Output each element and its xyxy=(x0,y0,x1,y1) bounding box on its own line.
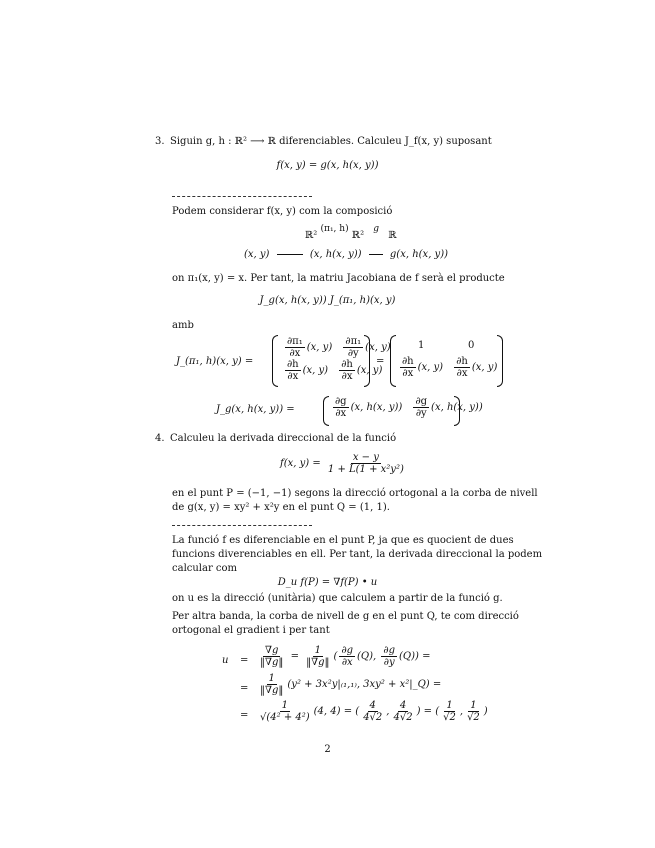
directional-derivative-formula: D_u f(P) = ∇f(P) • u xyxy=(277,577,378,588)
l1-end: (Q)) = xyxy=(398,651,431,662)
comp-label-pi-h: (π₁, h) xyxy=(320,224,349,234)
m1-22-arg: (x, y) xyxy=(356,365,383,376)
r1-den: ∂x xyxy=(335,408,347,419)
l3-c-num: 1 xyxy=(446,700,453,711)
m1-11-num: ∂π₁ xyxy=(287,336,303,347)
eq-3: = xyxy=(240,710,249,721)
l3-d-num: 1 xyxy=(470,700,477,711)
derivation-line-3: $\frac{1}{\text{√(4² + 4²)}}$ (4, 4) = ( $\frac{4}{4√2}$ , $\frac{4}{4√2}$ ) = ( $\frac{1}{√2}$ , $\frac{1}{√2}$ ) xyxy=(260,700,488,723)
m2-11: 1 xyxy=(418,340,425,351)
m2-22-den: ∂x xyxy=(456,368,468,379)
comp-r2-left: ℝ² xyxy=(305,230,318,241)
comp-bot-mid: (x, h(x, y)) xyxy=(309,249,362,260)
problem-3-formula: f(x, y) = g(x, h(x, y)) xyxy=(276,160,379,171)
l1-dg2-den: ∂y xyxy=(383,657,395,668)
problem-3-statement: Siguin g, h : ℝ² ⟶ ℝ diferenciables. Calculeu J_f(x, y) suposant xyxy=(170,136,492,147)
l3-a-den: 4√2 xyxy=(363,712,383,723)
m1-22-num: ∂h xyxy=(341,359,353,370)
l1-dg2-num: ∂g xyxy=(383,645,395,656)
problem-3-number: 3. xyxy=(155,136,165,147)
problem-4-statement: Calculeu la derivada direccional de la funció xyxy=(170,433,397,444)
matrix-left-bracket xyxy=(390,335,396,387)
comp-r-right: ℝ xyxy=(388,230,397,241)
l1-dg-den: ∂x xyxy=(341,657,353,668)
page-number: 2 xyxy=(324,744,331,755)
comp-bot-right: g(x, h(x, y)) xyxy=(389,249,448,260)
l3-b-den: 4√2 xyxy=(393,712,413,723)
solution-4-line-3: calcular com xyxy=(172,563,238,574)
matrix-equals: = xyxy=(376,356,385,367)
jacobian-product: J_g(x, h(x, y)) J_(π₁, h)(x, y) xyxy=(259,295,396,306)
comp-label-g: g xyxy=(373,224,380,234)
composition-bottom-row xyxy=(244,249,448,261)
m1-12-arg: (x, y) xyxy=(365,342,391,353)
composition-top-row xyxy=(305,224,397,242)
m2-21-den: ∂x xyxy=(402,368,414,379)
l1-f1-den: ‖∇g‖ xyxy=(260,657,284,668)
m2-22-arg: (x, y) xyxy=(471,362,498,373)
r1-num: ∂g xyxy=(335,396,347,407)
m2-21-arg: (x, y) xyxy=(417,362,444,373)
comp-r2-mid: ℝ² xyxy=(351,230,365,241)
amb-text: amb xyxy=(172,320,194,331)
m1-12-num: ∂π₁ xyxy=(345,336,362,347)
m1-21-den: ∂x xyxy=(287,371,299,382)
m1-21-num: ∂h xyxy=(287,359,299,370)
l2-body: (y² + 3x²y|₍₁,₁₎, 3xy² + x²|_Q) = xyxy=(287,679,442,690)
l3-a-num: 4 xyxy=(369,700,376,711)
matrix-left-bracket xyxy=(323,396,329,426)
l3-mid2: ) = ( xyxy=(416,706,440,717)
l3-mid: (4, 4) = ( xyxy=(313,706,360,717)
jacobian-g-lhs: J_g(x, h(x, y)) = xyxy=(216,404,295,415)
problem-4-line-2: de g(x, y) = xy² + x²y en el punt Q = (1, 1). xyxy=(172,502,390,513)
l1-f2-den: ‖∇g‖ xyxy=(306,657,330,668)
matrix-row-1 xyxy=(283,336,391,359)
l3-b-num: 4 xyxy=(399,700,407,711)
problem-4-number: 4. xyxy=(155,433,165,444)
other-hand-line-1: Per altra banda, la corba de nivell de g en el punt Q, te com direcció xyxy=(172,611,519,622)
eq-1: = xyxy=(240,655,249,666)
u-definition: on u es la direcció (unitària) que calculem a partir de la funció g. xyxy=(172,593,503,604)
r2-den: ∂y xyxy=(415,408,427,419)
r2-arg: (x, h(x, y)) xyxy=(431,402,483,413)
l1-dg-num: ∂g xyxy=(341,645,354,656)
matrix-right-bracket xyxy=(454,396,460,426)
l1-f2-num: 1 xyxy=(314,645,322,656)
l3-d-den: √2 xyxy=(467,712,480,723)
comp-bot-left: (x, y) xyxy=(244,249,270,260)
l3-c-den: √2 xyxy=(443,712,456,723)
solution-separator xyxy=(172,525,312,526)
u-symbol: u xyxy=(222,655,229,666)
pi-definition-text: on π₁(x, y) = x. Per tant, la matriu Jacobiana de f serà el producte xyxy=(172,273,505,284)
solution-4-line-2: funcions diverenciables en ell. Per tant, la derivada direccional la podem xyxy=(172,549,543,560)
m1-11-den: ∂x xyxy=(289,348,301,359)
solution-4-line-1: La funció f es diferenciable en el punt P, ja que es quocient de dues xyxy=(172,535,514,546)
l1-q: (Q), xyxy=(357,651,377,662)
l3-f-den: √(4² + 4²) xyxy=(260,712,310,723)
jacobian-pi-h-lhs: J_(π₁, h)(x, y) = xyxy=(176,356,254,367)
f-denominator: 1 + L(1 + x²y²) xyxy=(327,464,404,475)
matrix-right-bracket xyxy=(364,335,370,387)
r2-num: ∂g xyxy=(415,396,428,407)
eq-2: = xyxy=(240,683,249,694)
matrix2-row-2 xyxy=(398,356,497,379)
m1-21-arg: (x, y) xyxy=(302,365,329,376)
map-arrow xyxy=(369,254,383,255)
f-lhs: f(x, y) = xyxy=(280,458,321,469)
other-hand-line-2: ortogonal el gradient i per tant xyxy=(172,625,330,636)
m1-12-den: ∂y xyxy=(347,348,359,359)
function-f xyxy=(280,452,408,475)
m2-12: 0 xyxy=(468,340,475,351)
matrix-left-bracket xyxy=(272,335,278,387)
derivation-line-1: $\frac{\nabla g}{‖\nabla g‖}$ = $\frac{1}{‖\nabla g‖}$ ( $\frac{\partial g}{\partial x}$ (Q), $\frac{\partial g}{\partial y}$ (Q)) = xyxy=(260,645,431,668)
m2-21-num: ∂h xyxy=(402,356,414,367)
l2-f-num: 1 xyxy=(268,673,275,684)
m2-22-num: ∂h xyxy=(456,356,468,367)
map-arrow xyxy=(277,254,303,255)
l3-f-num: 1 xyxy=(281,700,289,711)
matrix-right-bracket xyxy=(497,335,503,387)
solution-separator xyxy=(172,196,312,197)
m1-11-arg: (x, y) xyxy=(306,342,333,353)
r1-arg: (x, h(x, y)) xyxy=(350,402,403,413)
m1-22-den: ∂x xyxy=(341,371,353,382)
l2-f-den: ‖∇g‖ xyxy=(260,685,284,696)
l3-end: ) xyxy=(483,706,488,717)
solution-intro: Podem considerar f(x, y) com la composició xyxy=(172,206,393,217)
l1-f1-num: ∇g xyxy=(265,645,279,656)
l1-open: ( xyxy=(333,651,338,662)
f-numerator: x − y xyxy=(352,452,379,463)
problem-4-line-1: en el punt P = (−1, −1) segons la direcció ortogonal a la corba de nivell xyxy=(172,488,538,499)
derivation-line-2 xyxy=(256,673,441,696)
